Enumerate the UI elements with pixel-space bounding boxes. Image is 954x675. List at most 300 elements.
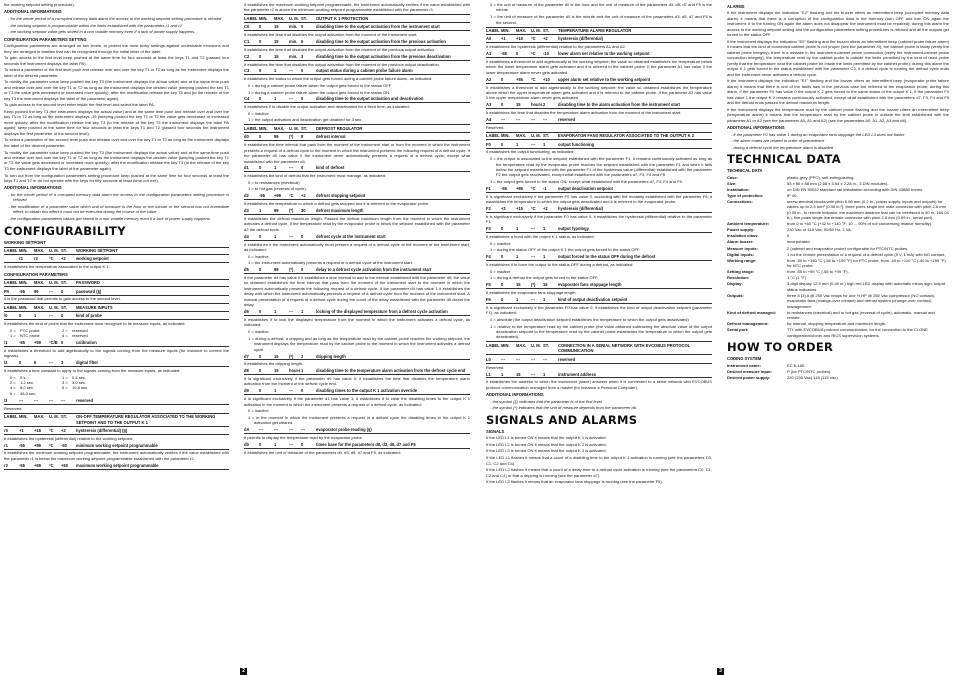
param-title: output forced to the status OFF during the defrost bbox=[558, 254, 656, 260]
param-max: 15 bbox=[274, 353, 279, 359]
param-max: +99 bbox=[34, 340, 41, 346]
spec-row bbox=[727, 175, 949, 180]
param-description: It establishes the time interval that pass from the moment of the instrument start or from the moment in which the instrument presents a request of a defrost cycle to the moment in which the instrument presents the following request of a defrost cycle. If the parameter d0 has value 0 the instrument never automatically presents a request of a defrost cycle, except what established with the parameter d4. bbox=[244, 142, 470, 164]
option-item: 0 = to resistances (electrical) bbox=[248, 179, 300, 185]
param-title: disabling time to the output activation and deactivation bbox=[316, 96, 424, 102]
param-unit: U. M. bbox=[49, 280, 59, 286]
param-min: -55 bbox=[19, 340, 25, 346]
param-unit: °C bbox=[49, 442, 54, 448]
param-row bbox=[244, 427, 470, 434]
signal-text: If the LED L2 flashes it means that a count of a delay time to a defrost cycle activation is running (see the parameters C0, C1, C2 and C4) or that a dripping is running (see the parameter d7). bbox=[486, 467, 712, 478]
param-title: kind of probe bbox=[76, 313, 102, 319]
param-title: defrost cycle at the instrument start bbox=[316, 233, 386, 239]
param-table-header bbox=[4, 303, 229, 311]
param-title: ON-OFF TEMPERATURE REGULATOR ASSOCIATED TO THE WORKING SETPOINT AND TO THE OUTPUT K 1 bbox=[76, 414, 216, 425]
alarm-text: If the instrument displays the indication "E0" flashing and the buzzer utters an intermittent beep (cabinet probe failure alarm) it means that the kind of connected cabinet probe is not proper (see the parameter /0), the cabinet probe is faulty (verify the cabinet probe integrity), there is a mistake in the instrument-cabinet probe connection (verify the instrument-cabinet probe connection integrity), the temperature read by the cabinet probe is outside the limits permitted by the kind of used probe (verify that the temperature near the cabinet probe be inside the limits permitted by the cabinet probe); during this alarm the output K 1 gets forced to the status established with the parameter C3, if a defrost cycle is running the defrost cycle ends and the instrument never activates a defrost cycle. bbox=[727, 38, 949, 77]
param-default: 0 bbox=[301, 388, 304, 394]
option-cell: reserved bbox=[72, 327, 88, 333]
param-label: LABEL bbox=[244, 15, 258, 21]
spec-value: plastic grey (PPO), self-extinguishing. bbox=[787, 174, 855, 180]
param-default: 5 bbox=[301, 39, 304, 45]
param-min: -55 bbox=[19, 288, 25, 294]
param-title: reserved bbox=[558, 356, 576, 362]
config-setting-caption: CONFIGURATION PARAMETERS SETTING bbox=[4, 36, 87, 42]
param-min: -55 bbox=[501, 186, 507, 192]
param-row bbox=[4, 463, 229, 470]
param-unit: --- bbox=[531, 226, 536, 232]
param-unit: U. M. bbox=[531, 133, 541, 139]
param-default: 0 bbox=[61, 288, 64, 294]
spec-row bbox=[727, 181, 949, 186]
param-max: 99 bbox=[34, 288, 39, 294]
param-min: 0 bbox=[259, 39, 262, 45]
param-title: reserved bbox=[558, 117, 576, 123]
signal-text: If the LED L1 is turned ON it means that the output K 1 is activated. bbox=[486, 435, 607, 441]
param-min: +1 bbox=[501, 36, 506, 42]
param-label: F5 bbox=[486, 282, 491, 288]
param-unit: U. M. bbox=[49, 414, 59, 420]
param-title: hysteresis (differential) bbox=[558, 206, 604, 212]
param-min: r1 bbox=[19, 256, 23, 262]
param-title: defrost interval bbox=[316, 134, 346, 140]
param-unit: °C bbox=[49, 428, 54, 433]
param-min: 1 bbox=[501, 371, 504, 377]
additional-info-caption: ADDITIONAL INFORMATIONS bbox=[486, 392, 544, 398]
option-list bbox=[486, 317, 712, 340]
param-title: kind of output deactivation setpoint bbox=[558, 297, 628, 303]
param-min: 0 bbox=[501, 226, 504, 232]
param-label bbox=[4, 256, 19, 261]
info-item: - for the whole period of a corrupted memory data alarm the access to the working setpoint setting procedure is refused bbox=[8, 15, 222, 21]
param-max: --- bbox=[516, 356, 521, 362]
option-item: 1 = relative to the temperature read by the cabinet probe (the value obtained subtracting the absolute value of the output deactivation setpoint to the temperature read by the cabinet probe establishes the temperature to which the output gets deactivated). bbox=[490, 323, 712, 340]
param-row bbox=[244, 165, 470, 172]
param-min: MIN. bbox=[501, 28, 510, 33]
param-default: 0 bbox=[61, 340, 64, 346]
param-unit: U. M. bbox=[289, 125, 299, 131]
param-description: It establishes the kind of probe that the instrument must recognize to its measure inputs, as indicated: bbox=[4, 320, 186, 326]
param-row bbox=[244, 24, 470, 31]
column-4 bbox=[727, 2, 949, 670]
spec-row bbox=[727, 321, 949, 326]
spec-key: Size: bbox=[727, 180, 737, 186]
spec-key: Outputs: bbox=[727, 292, 744, 298]
param-unit: U. M. bbox=[531, 28, 541, 33]
option-item: 1 = during a defrost the output gets forced to the status OFF. bbox=[490, 275, 599, 281]
param-description: It establishes the defrost maximum length. Passed the defrost maximum length from the moment in which the instrument activates a defrost cycle, if the temperature read by the evaporator probe is below the setpoint established with the parameter d2 the defrost ends. bbox=[244, 215, 470, 232]
param-label: L0 bbox=[486, 356, 491, 362]
coding-system-caption: CODING SYSTEM bbox=[727, 356, 762, 362]
param-min: 0 bbox=[259, 309, 262, 315]
param-unit: (*) bbox=[531, 282, 536, 288]
param-title: MEASURE INPUTS bbox=[76, 304, 113, 310]
option-cell: 6 = bbox=[10, 390, 16, 396]
option-cell: 1 = bbox=[62, 374, 68, 380]
param-max: +15 bbox=[516, 206, 523, 212]
param-title: locking of the displayed temperature from a defrost cycle activation bbox=[316, 309, 448, 315]
param-default: 1 bbox=[543, 254, 546, 260]
param-row bbox=[244, 134, 470, 141]
param-unit: --- bbox=[289, 388, 294, 394]
param-label: /3 bbox=[4, 397, 8, 403]
option-cell: 2 = bbox=[62, 327, 68, 333]
param-row bbox=[4, 398, 229, 405]
param-min: 0 bbox=[501, 102, 504, 108]
param-title: CONNECTION IN A SERIAL NETWORK WITH EVCOBUS PROTOCOL COMMUNICATION bbox=[558, 342, 691, 354]
param-description: It establishes the time that disables the output activation from the moment of the previous output deactivation. bbox=[244, 61, 440, 67]
param-title: PASSWORD bbox=[76, 280, 100, 286]
paragraph: To modify the parameter value keep pushed the key T3 (the instrument displays the actual value) and at the same time push and release over and over the key T1 or T2 as long as the instrument displays the desired value (keeping pushed the key T1 or T2 the value gets decreased or increased more quickly); after the modification release the key T3 (to the release of the key T3 the instrument displays the label of the parameter again). bbox=[4, 149, 229, 171]
column-3 bbox=[486, 2, 712, 670]
param-default: +2 bbox=[543, 206, 548, 212]
param-title: calibration bbox=[76, 340, 97, 346]
param-min: 0 bbox=[259, 53, 262, 59]
paragraph: To select a parameter of the second level push and release over and over the key T1 or T2 as long as the instrument displays the label of the desired parameter. bbox=[4, 137, 229, 148]
param-max: 15 bbox=[274, 368, 279, 374]
option-grid bbox=[10, 375, 229, 397]
param-table-header bbox=[486, 27, 712, 35]
param-title: maximum working setpoint programmable bbox=[76, 462, 159, 468]
param-max: +99 bbox=[34, 442, 41, 448]
param-description: It establishes a threshold to add algebraically to the working setpoint; the value so obtained establishes the temperature above which the upper temperature alarm gets activated and it is referred to the cabinet probe. If the parameter A2 has value 0 the upper temperature alarm never gets activated. bbox=[486, 84, 712, 101]
param-table-header bbox=[4, 413, 229, 427]
param-min: 0 bbox=[259, 441, 262, 447]
spec-key: Type of protection: bbox=[727, 192, 764, 198]
param-max: r2 bbox=[34, 256, 38, 262]
param-max: 1 bbox=[274, 165, 277, 171]
param-min: 0 bbox=[259, 267, 262, 273]
param-default: 0 bbox=[301, 96, 304, 102]
param-title: evaporator probe reading (§) bbox=[316, 427, 372, 433]
param-max: 1 bbox=[516, 297, 519, 303]
spec-value: TTL with EVCOBUS protocol communication, for the connection to the CLONE configuration/cloner and RICS supervision systems. bbox=[787, 327, 928, 338]
param-unit: hours bbox=[531, 102, 543, 108]
spec-value: 230 Vac or 115 Vac, 50/60 Hz, 2 VA. bbox=[787, 227, 852, 233]
param-unit: °C bbox=[531, 76, 536, 82]
param-row bbox=[486, 372, 712, 379]
spec-value: 2 (cabinet and evaporator probe) configurable for PTC/NTC probes. bbox=[787, 245, 909, 251]
param-max: 15 bbox=[516, 102, 521, 108]
param-label: d7 bbox=[244, 353, 249, 359]
param-max: --- bbox=[34, 397, 39, 403]
param-title: defrost maximum length bbox=[316, 208, 364, 214]
param-row bbox=[486, 102, 712, 109]
spec-value: 3-digit display 12.5 mm (0.49 in.) high red LED display with automatic minus sign, output status indicators. bbox=[787, 281, 946, 292]
param-table-header bbox=[244, 14, 470, 22]
param-min: 1 bbox=[259, 208, 262, 214]
param-unit: °C bbox=[289, 193, 294, 199]
param-label: LABEL bbox=[4, 248, 18, 254]
param-title: disabling time to the temperature alarm activation from the defrost cycle end bbox=[316, 368, 466, 374]
param-unit: hours bbox=[289, 368, 301, 374]
param-default: ST. bbox=[61, 280, 67, 286]
param-label: C3 bbox=[244, 68, 250, 74]
option-list bbox=[244, 408, 470, 426]
param-description: It establishes a bond with the output K 1 status, as indicated: bbox=[486, 234, 595, 240]
param-label: A1 bbox=[486, 51, 492, 57]
param-description: It establishes the maximum working setpoint programmable, the instrument automatically verifies if the value established with the parameter r2 is above the minimum working setpoint programmable established with the parameter r1. bbox=[244, 2, 470, 13]
param-title: hysteresis (differential) (§) bbox=[76, 428, 128, 433]
option-cell: 8.0 sec. bbox=[20, 385, 35, 391]
param-label: A4 bbox=[486, 117, 492, 123]
column-1 bbox=[4, 2, 229, 670]
param-min: 0 bbox=[259, 233, 262, 239]
param-unit: °C bbox=[531, 36, 536, 42]
option-cell: 2 = bbox=[10, 380, 16, 386]
additional-info-caption: ADDITIONAL INFORMATIONS bbox=[4, 9, 62, 15]
param-description: It is significant exclusively if the parameter F0 has value 0; it establishes the hysteresis (differential) relative to the parameter F1. bbox=[486, 213, 712, 225]
param-description: It establishes the time that disables the temperature alarm activation from the moment of the instrument start. bbox=[486, 110, 682, 116]
param-max: MAX. bbox=[34, 248, 45, 254]
paragraph: Configuration parameters are arranged on two levels, to protect the most tricky settings against undesirable intrusions and they are arranged in families that can be recognized through the initial letter of the label. bbox=[4, 43, 229, 54]
paragraph: Keep pushed the key T3 (the instrument displays the actual value) and at the same time push and release over and over the key T1 or T2 as long as the instrument displays -19 (keeping pushed the key T1 or T2 the value gets decreased or increased more quickly; after the modification release the key T3 (to the release of the key T3 the instrument displays the label PA again); keep pushed at the same time for four seconds at least the keys T1 and T2 (passed four seconds the instrument displays the first parameter of the second level). bbox=[4, 109, 229, 136]
option-item: 0 = absolute (the output deactivation setpoint establishes the temperature to which the output gets deactivated) bbox=[490, 316, 689, 322]
option-cell: 0 = bbox=[10, 374, 16, 380]
param-max: MAX. bbox=[516, 28, 527, 33]
param-description: It is significant exclusively if the parameter F0 has value 0, according with the modality established with the parameter F6; it establishes the temperature to which the output gets deactivated and it is referred to the evaporator probe. bbox=[486, 193, 712, 205]
param-max: 6 bbox=[34, 360, 37, 366]
param-default: 3 bbox=[301, 53, 304, 59]
spec-row bbox=[727, 252, 949, 257]
param-min: --- bbox=[501, 356, 506, 362]
param-row bbox=[486, 226, 712, 233]
option-cell: reserved bbox=[72, 333, 88, 339]
param-default: +50 bbox=[61, 462, 68, 468]
param-row bbox=[244, 442, 470, 449]
param-title: output deactivation setpoint bbox=[558, 186, 613, 192]
working-setpoint-caption: WORKING SETPOINT bbox=[4, 239, 46, 245]
order-list bbox=[727, 363, 949, 381]
section-heading-configurability: CONFIGURABILITY bbox=[4, 223, 126, 238]
param-row bbox=[4, 256, 229, 263]
param-max: MAX. bbox=[516, 342, 527, 348]
param-title: disabling time to the output activation from the instrument start bbox=[316, 24, 440, 30]
param-min: --- bbox=[19, 397, 24, 403]
param-description: It establishes the minimum working setpoint programmable; the instrument automatically verifies if the value established with the parameter r1 is below the maximum working setpoint programmable established with the parameter r2. bbox=[4, 450, 229, 461]
spec-value: IP 40. bbox=[787, 192, 798, 198]
info-item: - the alarm codes are related in order of precedence bbox=[731, 138, 825, 144]
param-unit: min. bbox=[289, 24, 298, 30]
param-label: d2 bbox=[244, 193, 249, 199]
param-unit: --- bbox=[289, 233, 294, 239]
param-label: F4 bbox=[486, 254, 491, 260]
param-unit: min. bbox=[289, 53, 298, 59]
spec-value: II. bbox=[787, 233, 791, 239]
param-row bbox=[244, 193, 470, 200]
param-row bbox=[4, 428, 229, 435]
param-title: disabling time to the output activation from the previous activation bbox=[316, 39, 446, 45]
param-label: d8 bbox=[244, 368, 249, 374]
param-unit: --- bbox=[49, 288, 54, 294]
config-params-caption: CONFIGURATION PARAMETERS bbox=[4, 271, 68, 277]
spec-row bbox=[727, 275, 949, 280]
param-description: Reserved. bbox=[4, 405, 23, 411]
param-description: It establishes the temperature to which a defrost gets stopped and it is referred to the evaporator probe. bbox=[244, 201, 430, 207]
param-title: kind of defrost bbox=[316, 165, 345, 171]
option-list bbox=[486, 156, 712, 184]
param-label: d9 bbox=[244, 388, 249, 394]
option-cell: 0 s bbox=[20, 374, 26, 380]
param-title: reserved bbox=[76, 397, 94, 403]
param-label: F2 bbox=[486, 206, 491, 212]
param-description: It establishes the address to which the instrument (slave) answers when it is connected to a serial network with EVCOBUS protocol communication managed from a master (for instance a Personal Computer). bbox=[486, 379, 712, 390]
param-description: It establishes if to force the output to the status OFF during a defrost, as indicated: bbox=[486, 262, 634, 268]
param-unit: --- bbox=[289, 309, 294, 315]
param-min: +1 bbox=[19, 428, 24, 433]
param-max: MAX. bbox=[34, 304, 45, 310]
section-heading-technical-data: TECHNICAL DATA bbox=[727, 152, 841, 167]
param-default: 1 bbox=[543, 226, 546, 232]
spec-key: Desired measure input: bbox=[727, 368, 772, 374]
param-unit: --- bbox=[289, 96, 294, 102]
info-item: - for the whole period of a corrupted memory data alarm the access to the configuration parameters setting procedure is refused bbox=[8, 191, 229, 203]
option-cell: 1 = bbox=[10, 333, 16, 339]
info-item: - the configuration parameters values get stored in a non volatile memory even if a lack of power supply happens. bbox=[8, 216, 211, 222]
param-max: 1 bbox=[516, 254, 519, 260]
param-row bbox=[486, 206, 712, 213]
option-item: 1 = the instrument automatically presents a request of a defrost cycle at the instrument start. bbox=[248, 260, 413, 266]
param-unit: --- bbox=[289, 165, 294, 171]
param-label: db bbox=[244, 441, 250, 447]
param-max: MAX. bbox=[34, 414, 45, 420]
param-row bbox=[244, 368, 470, 375]
param-description: It establishes the kind of defrost that the instrument must manage, as indicated: bbox=[244, 173, 387, 179]
param-description: It establishes a time constant to apply to the signals coming from the measure inputs, as indicated: bbox=[4, 367, 181, 373]
param-min: 0 bbox=[259, 353, 262, 359]
spec-row bbox=[727, 369, 949, 374]
param-default: 0 bbox=[301, 165, 304, 171]
param-max: 1 bbox=[274, 96, 277, 102]
param-default: 1 bbox=[301, 368, 304, 374]
param-default: ST. bbox=[61, 414, 67, 420]
param-title: instrument address bbox=[558, 371, 596, 377]
spec-value: from -50 to +150 °C (-58 to +199 °F) for PTC probe, from -40 to +110 °C (-40 to +199 °F) for NTC probe. bbox=[787, 257, 946, 269]
signal-text: If the LED L3 flashes it means that an evaporator fans stoppage is running (see the parameter F5). bbox=[486, 479, 663, 485]
param-default: 30 bbox=[301, 208, 306, 214]
param-max: 1 bbox=[516, 226, 519, 232]
spec-key: Alarm buzzer: bbox=[727, 239, 754, 245]
spec-row bbox=[727, 187, 949, 192]
info-item: - the working setpoint value gets stored in a non volatile memory even if a lack of power supply happens. bbox=[8, 29, 196, 35]
info-item: - if the parameter F0 has value 1 during an evaporator fans stoppage the LED L3 does not flashe bbox=[731, 131, 905, 137]
param-min: MIN. bbox=[259, 15, 268, 21]
param-default: -50 bbox=[61, 442, 67, 448]
spec-key: Instrument name: bbox=[727, 362, 761, 368]
param-default: 1 bbox=[543, 371, 546, 377]
spec-key: Serial port: bbox=[727, 327, 749, 333]
param-min: 0 bbox=[501, 254, 504, 260]
spec-row bbox=[727, 239, 949, 244]
option-item: 0 = the unit of measure of the parameter d0 is the hour and the unit of measure of the parameters d3, d5, d7 and F5 is the minute bbox=[490, 2, 712, 13]
param-description: It is the password that permits to gain access to the second level. bbox=[4, 296, 121, 302]
param-default: ST. bbox=[301, 125, 307, 131]
param-title: disabling time to the alarm activation from the instrument start bbox=[558, 102, 680, 108]
param-title: hysteresis (differential) bbox=[558, 36, 604, 42]
param-min: -55 bbox=[259, 193, 265, 199]
param-max: +55 bbox=[516, 76, 523, 82]
param-description: It establishes the unit of measure of the parameters d0, d3, d5, d7 and F5, as indicated: bbox=[244, 449, 401, 455]
param-unit: --- bbox=[531, 297, 536, 303]
alarms-caption: ALARMS bbox=[727, 4, 745, 9]
param-min: 0 bbox=[19, 360, 22, 366]
option-item: 0 = inactive bbox=[248, 408, 269, 414]
param-table-header bbox=[486, 132, 712, 140]
param-title: OUTPUT K 1 PROTECTION bbox=[316, 15, 369, 21]
spec-row bbox=[727, 310, 949, 321]
param-min: 0 bbox=[259, 96, 262, 102]
option-item: 0 = inactive bbox=[248, 110, 269, 116]
spec-value: 53 x 56 x 88 mm (2.08 x 3.54 x 2.28 in., 3 DIN modules). bbox=[787, 180, 889, 186]
param-row bbox=[486, 142, 712, 149]
param-max: 1 bbox=[274, 68, 277, 74]
param-min: +2 bbox=[501, 206, 506, 212]
param-unit: U. M. bbox=[531, 342, 541, 348]
param-label: /2 bbox=[4, 360, 8, 366]
param-default: -1 bbox=[543, 186, 547, 192]
param-label: LABEL bbox=[244, 125, 258, 131]
param-min: 0 bbox=[259, 388, 262, 394]
param-title: evaporator fans stoppage length bbox=[558, 282, 622, 288]
option-item: 0 = inactive bbox=[248, 329, 269, 334]
spec-key: Measure inputs: bbox=[727, 245, 759, 251]
param-label: LABEL bbox=[4, 280, 18, 286]
param-label: dA bbox=[244, 427, 250, 433]
param-unit: --- bbox=[289, 427, 294, 433]
option-cell: 19.8 sec. bbox=[72, 385, 89, 391]
param-max: 1 bbox=[274, 233, 277, 239]
spec-value: from 0 to +60 °C (+32 to +140 °F; 10 ... 90% of not condensing relative humidity). bbox=[787, 221, 933, 227]
param-max: +99 bbox=[516, 186, 523, 192]
column-2 bbox=[244, 2, 470, 670]
option-cell: 3 = bbox=[62, 380, 68, 386]
param-description: It establishes the evaporator fans stoppage length. bbox=[486, 290, 577, 296]
info-item: - the symbol (§) indicates that the parameter is of the first level bbox=[490, 398, 602, 404]
param-label: r1 bbox=[4, 442, 8, 448]
spec-key: Case: bbox=[727, 174, 739, 180]
param-default: +10 bbox=[543, 76, 550, 82]
param-max: --- bbox=[274, 427, 279, 433]
param-min: 0 bbox=[501, 297, 504, 303]
paragraph: To modify the parameter value keep pushed the key T3 (the instrument displays the actual value) and at the same time push and release over and over the key T1 or T2 as long as the instrument displays the desired value (keeping pushed the key T1 or T2 the value gets decreased or increased more quickly); after the modification release the key T3 and (to the release of the key T3 the instrument displays the label of the parameter again). bbox=[4, 79, 229, 101]
section-heading-how-to-order: HOW TO ORDER bbox=[727, 340, 834, 355]
signal-text: If the LED L2 is turned ON it means that the output K 2 is activated. bbox=[486, 441, 607, 447]
spec-key: Display: bbox=[727, 281, 743, 287]
option-cell: 4 = bbox=[62, 333, 68, 339]
param-default: +2 bbox=[61, 428, 66, 433]
param-label: C2 bbox=[244, 53, 250, 59]
spec-row bbox=[727, 375, 949, 380]
spec-key: Defrost management: bbox=[727, 321, 769, 327]
additional-info-caption: ADDITIONAL INFORMATIONS bbox=[4, 185, 62, 191]
param-default: 0 bbox=[61, 313, 64, 319]
param-description: It establishes the hysteresis (differential) relative to the working setpoint. bbox=[4, 435, 134, 441]
param-min: 0 bbox=[501, 76, 504, 82]
info-item: - the working setpoint is programmable within the limits established with the parameters r1 and r2 bbox=[8, 22, 182, 28]
param-description: It establishes the dripping length. bbox=[244, 361, 304, 367]
param-label: F6 bbox=[486, 297, 491, 303]
param-table-header bbox=[4, 279, 229, 287]
param-unit: °C bbox=[531, 51, 536, 57]
param-description: It is significant exclusively if the parameter F0 has value 0; it establishes the kind of output deactivation setpoint (parameter F1), as indicated: bbox=[486, 304, 712, 316]
param-default: 1 bbox=[301, 309, 304, 315]
spec-value: P (for PTC/NTC probes). bbox=[787, 368, 832, 374]
param-description: It establishes if the instrument automatically must present a request of a defrost cycle at the moment of the instrument start, as indicated: bbox=[244, 241, 470, 252]
param-unit: --- bbox=[49, 360, 54, 366]
param-unit: °C bbox=[49, 462, 54, 468]
param-title: minimum working setpoint programmable bbox=[76, 442, 158, 448]
param-row bbox=[486, 282, 712, 289]
param-label: r0 bbox=[4, 428, 8, 433]
